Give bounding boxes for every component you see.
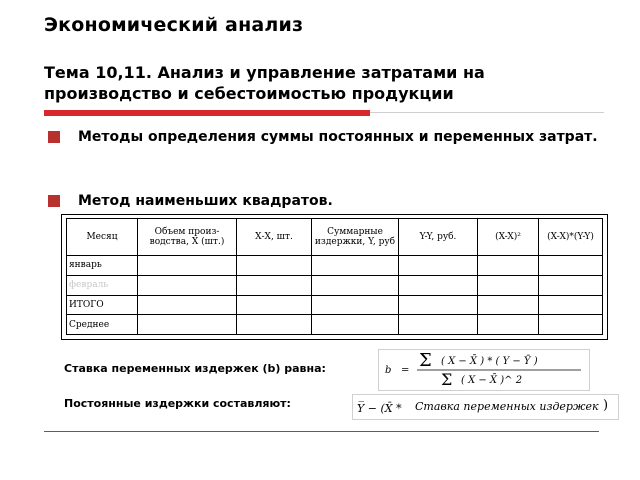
bullet-text: Метод наименьших квадратов. <box>78 193 333 209</box>
table-cell <box>138 275 237 295</box>
bullet-text: Методы определения суммы постоянных и переменных затрат. <box>78 129 598 145</box>
table-cell <box>399 256 478 276</box>
row-label: Среднее <box>67 315 138 335</box>
footer-divider <box>44 431 599 432</box>
svg-text:( X − X̄ )^ 2: ( X − X̄ )^ 2 <box>461 375 523 386</box>
table-row <box>67 256 603 276</box>
col-header-volume: Объем произ-водства, Х (шт.) <box>138 219 237 256</box>
fixed-costs-label: Постоянные издержки составляют: <box>64 397 291 410</box>
rate-formula <box>378 349 590 391</box>
table-cell <box>478 275 539 295</box>
table-cell <box>237 295 312 315</box>
table-cell <box>138 295 237 315</box>
formula-paren: ) <box>603 398 609 413</box>
table-cell <box>312 275 399 295</box>
table-cell <box>138 315 237 335</box>
table-row <box>67 275 603 295</box>
col-header-product: (X-X)*(Y-Y) <box>539 219 603 256</box>
table-cell <box>237 256 312 276</box>
rate-label: Ставка переменных издержек (b) равна: <box>64 362 326 375</box>
calculation-table <box>66 218 603 335</box>
square-bullet-icon <box>48 195 60 207</box>
topic-heading: Тема 10,11. Анализ и управление затратами на производство и себестоимостью продукции <box>44 63 485 103</box>
square-bullet-icon <box>48 131 60 143</box>
col-header-x-dev-sq: (X-X)² <box>478 219 539 256</box>
row-label: январь <box>67 256 138 276</box>
table-cell <box>478 256 539 276</box>
table-cell <box>539 295 603 315</box>
col-header-month: Месяц <box>67 219 138 256</box>
table-cell <box>399 275 478 295</box>
table-cell <box>312 295 399 315</box>
accent-bar <box>44 110 370 116</box>
svg-text:Y̅ − (X̄ *: Y̅ − (X̄ * <box>357 402 402 415</box>
svg-text:=: = <box>401 365 410 376</box>
table-cell <box>138 256 237 276</box>
table-cell <box>539 256 603 276</box>
table-cell <box>478 315 539 335</box>
col-header-costs: Суммарные издержки, Y, руб <box>312 219 399 256</box>
svg-text:b: b <box>385 365 392 376</box>
page-title: Экономический анализ <box>44 14 304 36</box>
formula-text: Ставка переменных издержек <box>415 400 599 413</box>
svg-text:( X − X̄ ) * ( Y − Ȳ ): ( X − X̄ ) * ( Y − Ȳ ) <box>441 356 538 367</box>
table-cell <box>312 315 399 335</box>
svg-text:Σ: Σ <box>441 370 453 389</box>
table-cell <box>478 295 539 315</box>
formula-graphic <box>379 350 589 390</box>
table-cell <box>399 295 478 315</box>
table-cell <box>399 315 478 335</box>
col-header-y-dev: Y-Y, руб. <box>399 219 478 256</box>
table-cell <box>539 315 603 335</box>
col-header-x-dev: Х-Х, шт. <box>237 219 312 256</box>
fixed-costs-formula <box>352 394 619 420</box>
table-cell <box>539 275 603 295</box>
row-label: ИТОГО <box>67 295 138 315</box>
table-cell <box>312 256 399 276</box>
svg-text:Σ: Σ <box>419 350 432 371</box>
table-row <box>67 295 603 315</box>
table-row <box>67 315 603 335</box>
row-label: февраль <box>67 275 138 295</box>
table-cell <box>237 275 312 295</box>
table-cell <box>237 315 312 335</box>
